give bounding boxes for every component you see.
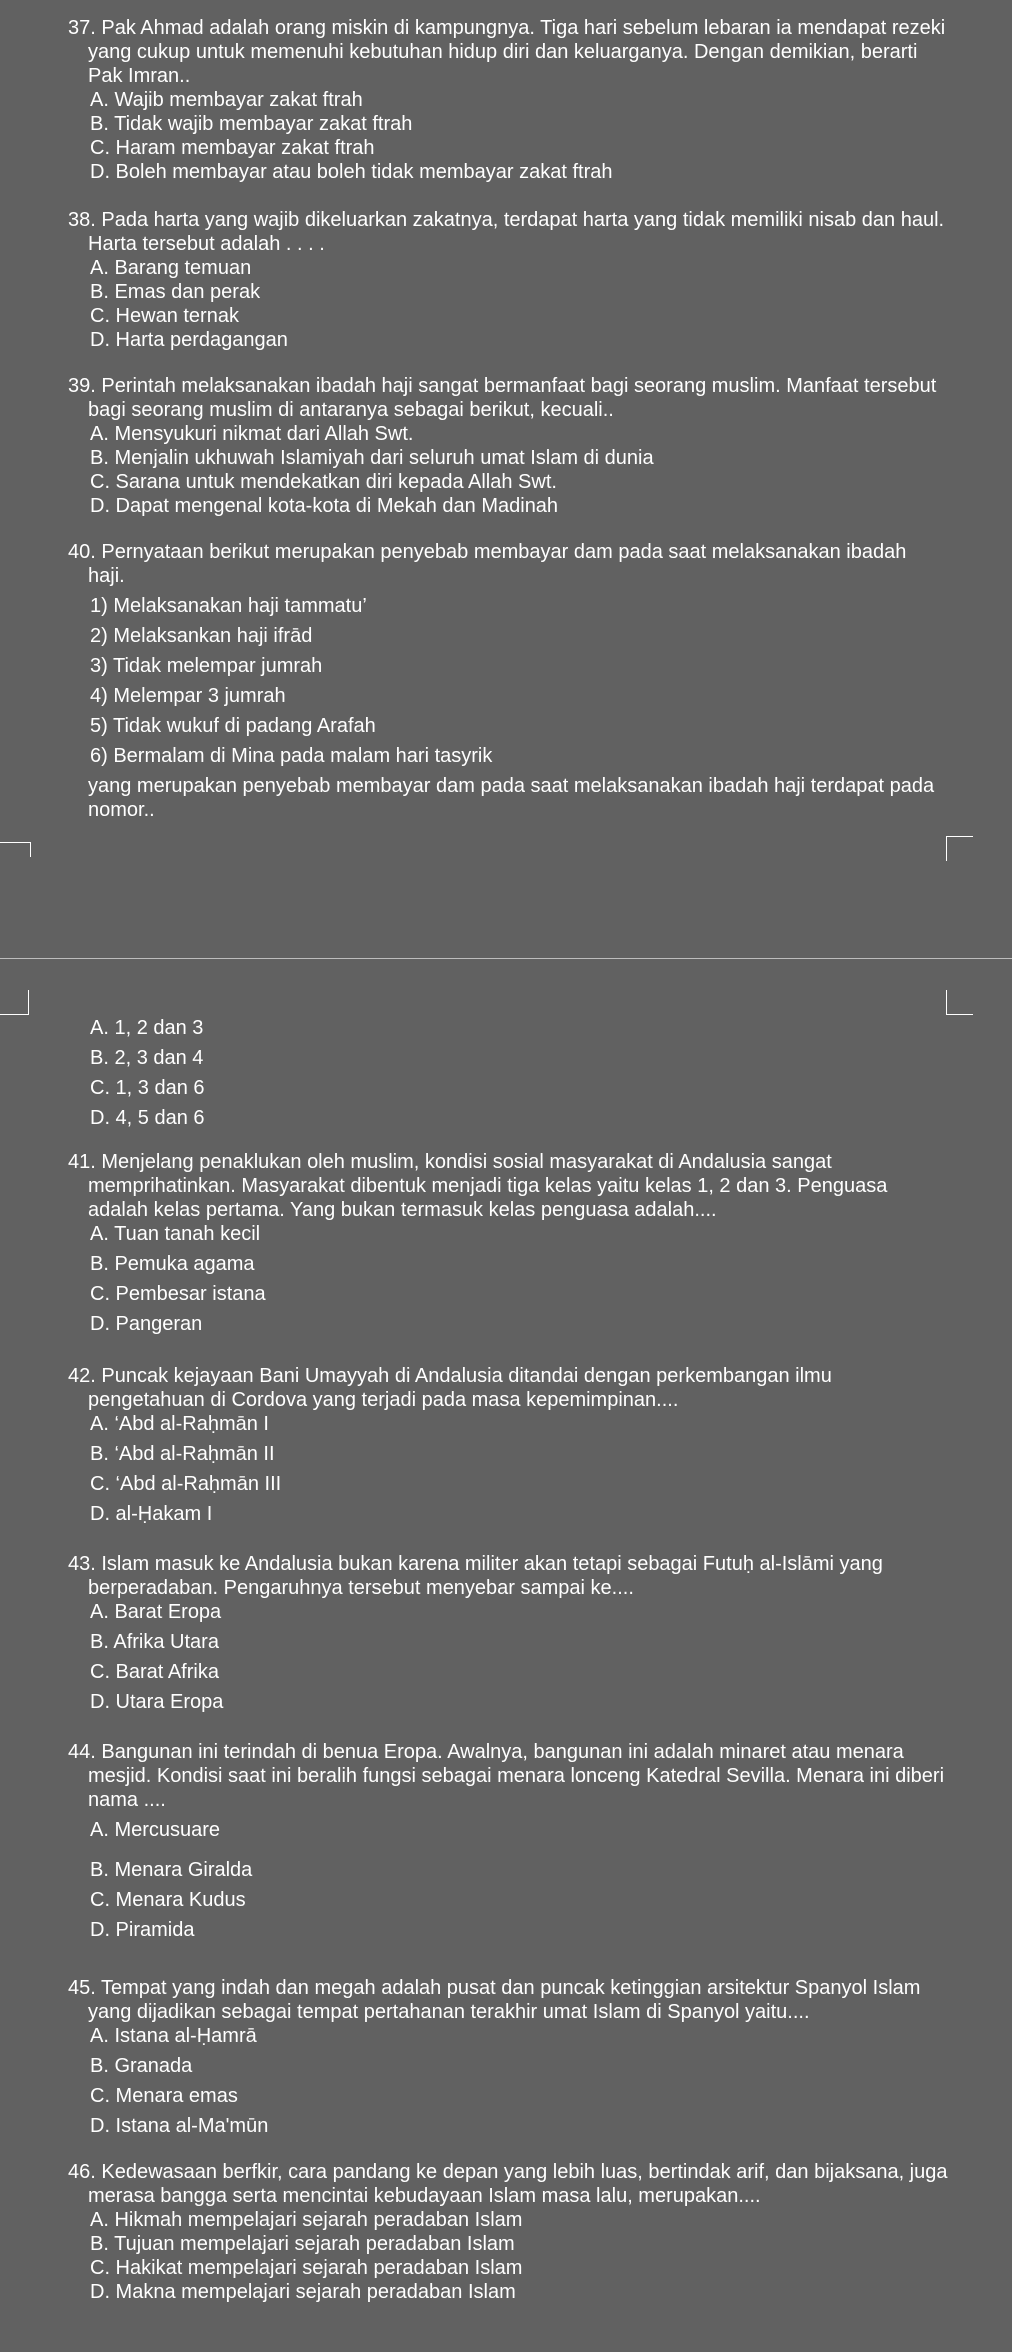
- option-b[interactable]: B. ‘Abd al-Raḥmān II: [90, 1443, 275, 1465]
- option-b[interactable]: B. Tidak wajib membayar zakat ftrah: [90, 113, 413, 135]
- question-44: [68, 1740, 948, 1942]
- question-40-options: [68, 1016, 948, 1130]
- option-b[interactable]: B. 2, 3 dan 4: [90, 1047, 204, 1069]
- option-a[interactable]: A. Mensyukuri nikmat dari Allah Swt.: [90, 423, 414, 445]
- option-d[interactable]: D. Dapat mengenal kota-kota di Mekah dan Madinah: [90, 495, 559, 517]
- question-37: [68, 16, 948, 184]
- option-a[interactable]: A. Wajib membayar zakat ftrah: [90, 89, 363, 111]
- crop-mark-top-left: [0, 842, 31, 857]
- option-a[interactable]: A. Tuan tanah kecil: [90, 1223, 261, 1245]
- option-b[interactable]: B. Menara Giralda: [90, 1859, 253, 1881]
- statement-1: 1) Melaksanakan haji tammatu’: [90, 595, 367, 617]
- crop-mark-top-right: [946, 836, 973, 861]
- question-stem: 38. Pada harta yang wajib dikeluarkan zakatnya, terdapat harta yang tidak memiliki nisab dan haul. Harta tersebut adalah . . . .: [68, 209, 945, 255]
- option-c[interactable]: C. Hewan ternak: [90, 305, 239, 327]
- question-stem: 40. Pernyataan berikut merupakan penyebab membayar dam pada saat melaksanakan ibadah haji.: [68, 541, 907, 587]
- statement-6: 6) Bermalam di Mina pada malam hari tasyrik: [90, 745, 493, 767]
- option-d[interactable]: D. al-Ḥakam I: [90, 1503, 213, 1525]
- question-stem: 45. Tempat yang indah dan megah adalah pusat dan puncak ketinggian arsitektur Spanyol Islam yang dijadikan sebagai tempat pertahanan terakhir umat Islam di Spanyol yaitu....: [68, 1977, 921, 2023]
- question-stem: 42. Puncak kejayaan Bani Umayyah di Andalusia ditandai dengan perkembangan ilmu pengetahuan di Cordova yang terjadi pada masa kepemimpinan....: [68, 1365, 832, 1411]
- question-43: [68, 1552, 948, 1714]
- option-b[interactable]: B. Emas dan perak: [90, 281, 261, 303]
- option-b[interactable]: B. Tujuan mempelajari sejarah peradaban Islam: [90, 2233, 515, 2255]
- crop-mark-bottom-left: [0, 990, 29, 1015]
- question-46: [68, 2160, 948, 2304]
- option-b[interactable]: B. Granada: [90, 2055, 193, 2077]
- option-d[interactable]: D. Harta perdagangan: [90, 329, 288, 351]
- question-stem: 46. Kedewasaan berfkir, cara pandang ke depan yang lebih luas, bertindak arif, dan bijaksana, juga merasa bangga serta mencintai kebudayaan Islam masa lalu, merupakan....: [68, 2161, 948, 2207]
- question-stem: 41. Menjelang penaklukan oleh muslim, kondisi sosial masyarakat di Andalusia sangat memprihatinkan. Masyarakat dibentuk menjadi tiga kelas yaitu kelas 1, 2 dan 3. Penguasa adalah kelas pertama. Yang bukan termasuk kelas penguasa adalah....: [68, 1151, 888, 1221]
- option-a[interactable]: A. Barang temuan: [90, 257, 252, 279]
- question-38: [68, 208, 948, 352]
- option-c[interactable]: C. Menara Kudus: [90, 1889, 246, 1911]
- statement-4: 4) Melempar 3 jumrah: [90, 685, 286, 707]
- option-d[interactable]: D. Makna mempelajari sejarah peradaban Islam: [90, 2281, 516, 2303]
- option-c[interactable]: C. Barat Afrika: [90, 1661, 219, 1683]
- option-c[interactable]: C. Haram membayar zakat ftrah: [90, 137, 375, 159]
- statement-5: 5) Tidak wukuf di padang Arafah: [90, 715, 376, 737]
- option-c[interactable]: C. 1, 3 dan 6: [90, 1077, 205, 1099]
- statement-3: 3) Tidak melempar jumrah: [90, 655, 323, 677]
- option-c[interactable]: C. Hakikat mempelajari sejarah peradaban Islam: [90, 2257, 523, 2279]
- option-a[interactable]: A. ‘Abd al-Raḥmān I: [90, 1413, 269, 1435]
- option-c[interactable]: C. Pembesar istana: [90, 1283, 266, 1305]
- crop-mark-bottom-right: [946, 990, 973, 1015]
- option-d[interactable]: D. Pangeran: [90, 1313, 203, 1335]
- question-stem: 43. Islam masuk ke Andalusia bukan karena militer akan tetapi sebagai Futuḥ al-Islāmi yang berperadaban. Pengaruhnya tersebut menyebar sampai ke....: [68, 1553, 883, 1599]
- question-prompt: yang merupakan penyebab membayar dam pada saat melaksanakan ibadah haji terdapat pada nomor..: [88, 775, 935, 821]
- option-a[interactable]: A. Hikmah mempelajari sejarah peradaban Islam: [90, 2209, 523, 2231]
- option-c[interactable]: C. ‘Abd al-Raḥmān III: [90, 1473, 282, 1495]
- option-c[interactable]: C. Menara emas: [90, 2085, 238, 2107]
- page-divider: [0, 958, 1012, 959]
- question-stem: 44. Bangunan ini terindah di benua Eropa. Awalnya, bangunan ini adalah minaret atau menara mesjid. Kondisi saat ini beralih fungsi sebagai menara lonceng Katedral Sevilla. Menara ini diberi nama ....: [68, 1741, 945, 1811]
- question-stem: 37. Pak Ahmad adalah orang miskin di kampungnya. Tiga hari sebelum lebaran ia mendapat rezeki yang cukup untuk memenuhi kebutuhan hidup diri dan keluarganya. Dengan demikian, berarti Pak Imran..: [68, 17, 946, 87]
- question-42: [68, 1364, 948, 1526]
- option-d[interactable]: D. Piramida: [90, 1919, 195, 1941]
- option-a[interactable]: A. Mercusuare: [90, 1819, 221, 1841]
- option-d[interactable]: D. Boleh membayar atau boleh tidak membayar zakat ftrah: [90, 161, 613, 183]
- option-b[interactable]: B. Menjalin ukhuwah Islamiyah dari seluruh umat Islam di dunia: [90, 447, 654, 469]
- option-c[interactable]: C. Sarana untuk mendekatkan diri kepada Allah Swt.: [90, 471, 557, 493]
- question-39: [68, 374, 948, 518]
- question-41: [68, 1150, 948, 1336]
- question-stem: 39. Perintah melaksanakan ibadah haji sangat bermanfaat bagi seorang muslim. Manfaat tersebut bagi seorang muslim di antaranya sebagai berikut, kecuali..: [68, 375, 937, 421]
- option-d[interactable]: D. 4, 5 dan 6: [90, 1107, 205, 1129]
- question-45: [68, 1976, 948, 2138]
- option-d[interactable]: D. Istana al-Ma'mūn: [90, 2115, 269, 2137]
- option-b[interactable]: B. Pemuka agama: [90, 1253, 255, 1275]
- statement-2: 2) Melaksankan haji ifrād: [90, 625, 313, 647]
- option-a[interactable]: A. Barat Eropa: [90, 1601, 222, 1623]
- option-d[interactable]: D. Utara Eropa: [90, 1691, 224, 1713]
- question-40: [68, 540, 948, 822]
- option-a[interactable]: A. 1, 2 dan 3: [90, 1017, 204, 1039]
- option-b[interactable]: B. Afrika Utara: [90, 1631, 219, 1653]
- option-a[interactable]: A. Istana al-Ḥamrā: [90, 2025, 257, 2047]
